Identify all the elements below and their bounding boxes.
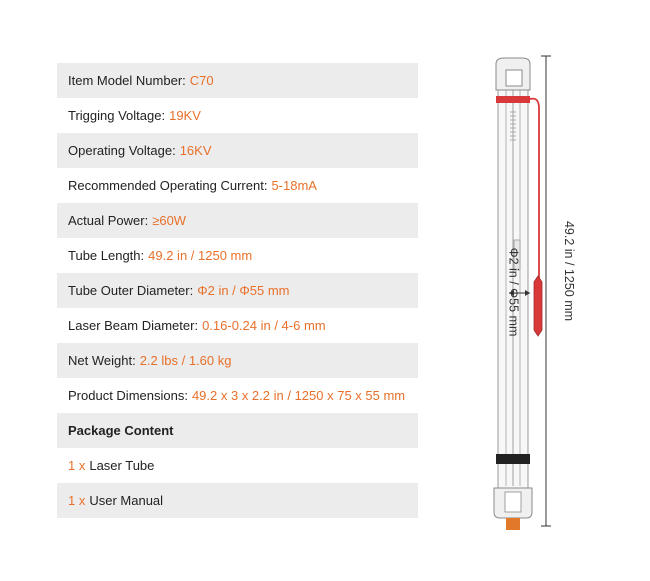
laser-tube-illustration (470, 50, 600, 540)
spec-value: 16KV (179, 143, 212, 158)
package-name: Laser Tube (89, 458, 155, 473)
laser-tube-figure (470, 50, 600, 540)
spec-table (57, 63, 418, 518)
top-electrode (506, 70, 522, 86)
spec-row-operating-current (57, 168, 418, 203)
spec-label: Recommended Operating Current: (68, 178, 268, 193)
spec-row-trigging-voltage (57, 98, 418, 133)
red-wire (527, 99, 539, 286)
spec-row-net-weight (57, 343, 418, 378)
package-qty: 1 x (68, 458, 86, 473)
orange-tip (506, 518, 520, 530)
package-item (57, 483, 418, 518)
package-content-heading (57, 413, 418, 448)
spec-label: Actual Power: (68, 213, 149, 228)
spec-row-actual-power (57, 203, 418, 238)
spec-value: 5-18mA (271, 178, 317, 193)
spec-value: ≥60W (152, 213, 187, 228)
spec-label: Product Dimensions: (68, 388, 188, 403)
spec-row-model (57, 63, 418, 98)
spec-row-operating-voltage (57, 133, 418, 168)
spec-value: 19KV (169, 108, 201, 123)
spec-value: 2.2 lbs / 1.60 kg (139, 353, 232, 368)
spec-label: Laser Beam Diameter: (68, 318, 199, 333)
length-label: 49.2 in / 1250 mm (562, 220, 577, 322)
package-item (57, 448, 418, 483)
package-qty: 1 x (68, 493, 86, 508)
spec-value: 0.16-0.24 in / 4-6 mm (202, 318, 326, 333)
spec-label: Trigging Voltage: (68, 108, 166, 123)
spec-label: Tube Outer Diameter: (68, 283, 194, 298)
spec-row-tube-diameter (57, 273, 418, 308)
package-heading-text: Package Content (68, 423, 174, 438)
spec-value: Φ2 in / Φ55 mm (197, 283, 290, 298)
red-fitting (534, 276, 542, 336)
spec-row-beam-diameter (57, 308, 418, 343)
package-name: User Manual (89, 493, 164, 508)
red-band (496, 96, 530, 103)
spec-label: Operating Voltage: (68, 143, 176, 158)
bottom-electrode (505, 492, 521, 512)
spec-value: 49.2 x 3 x 2.2 in / 1250 x 75 x 55 mm (191, 388, 406, 403)
spec-value: C70 (189, 73, 214, 88)
spec-row-tube-length (57, 238, 418, 273)
spec-label: Item Model Number: (68, 73, 186, 88)
spec-label: Tube Length: (68, 248, 145, 263)
spec-row-dimensions (57, 378, 418, 413)
spec-value: 49.2 in / 1250 mm (148, 248, 253, 263)
diameter-label: Φ2 in / Φ55 mm (506, 247, 521, 337)
black-sleeve (496, 454, 530, 464)
spec-label: Net Weight: (68, 353, 136, 368)
